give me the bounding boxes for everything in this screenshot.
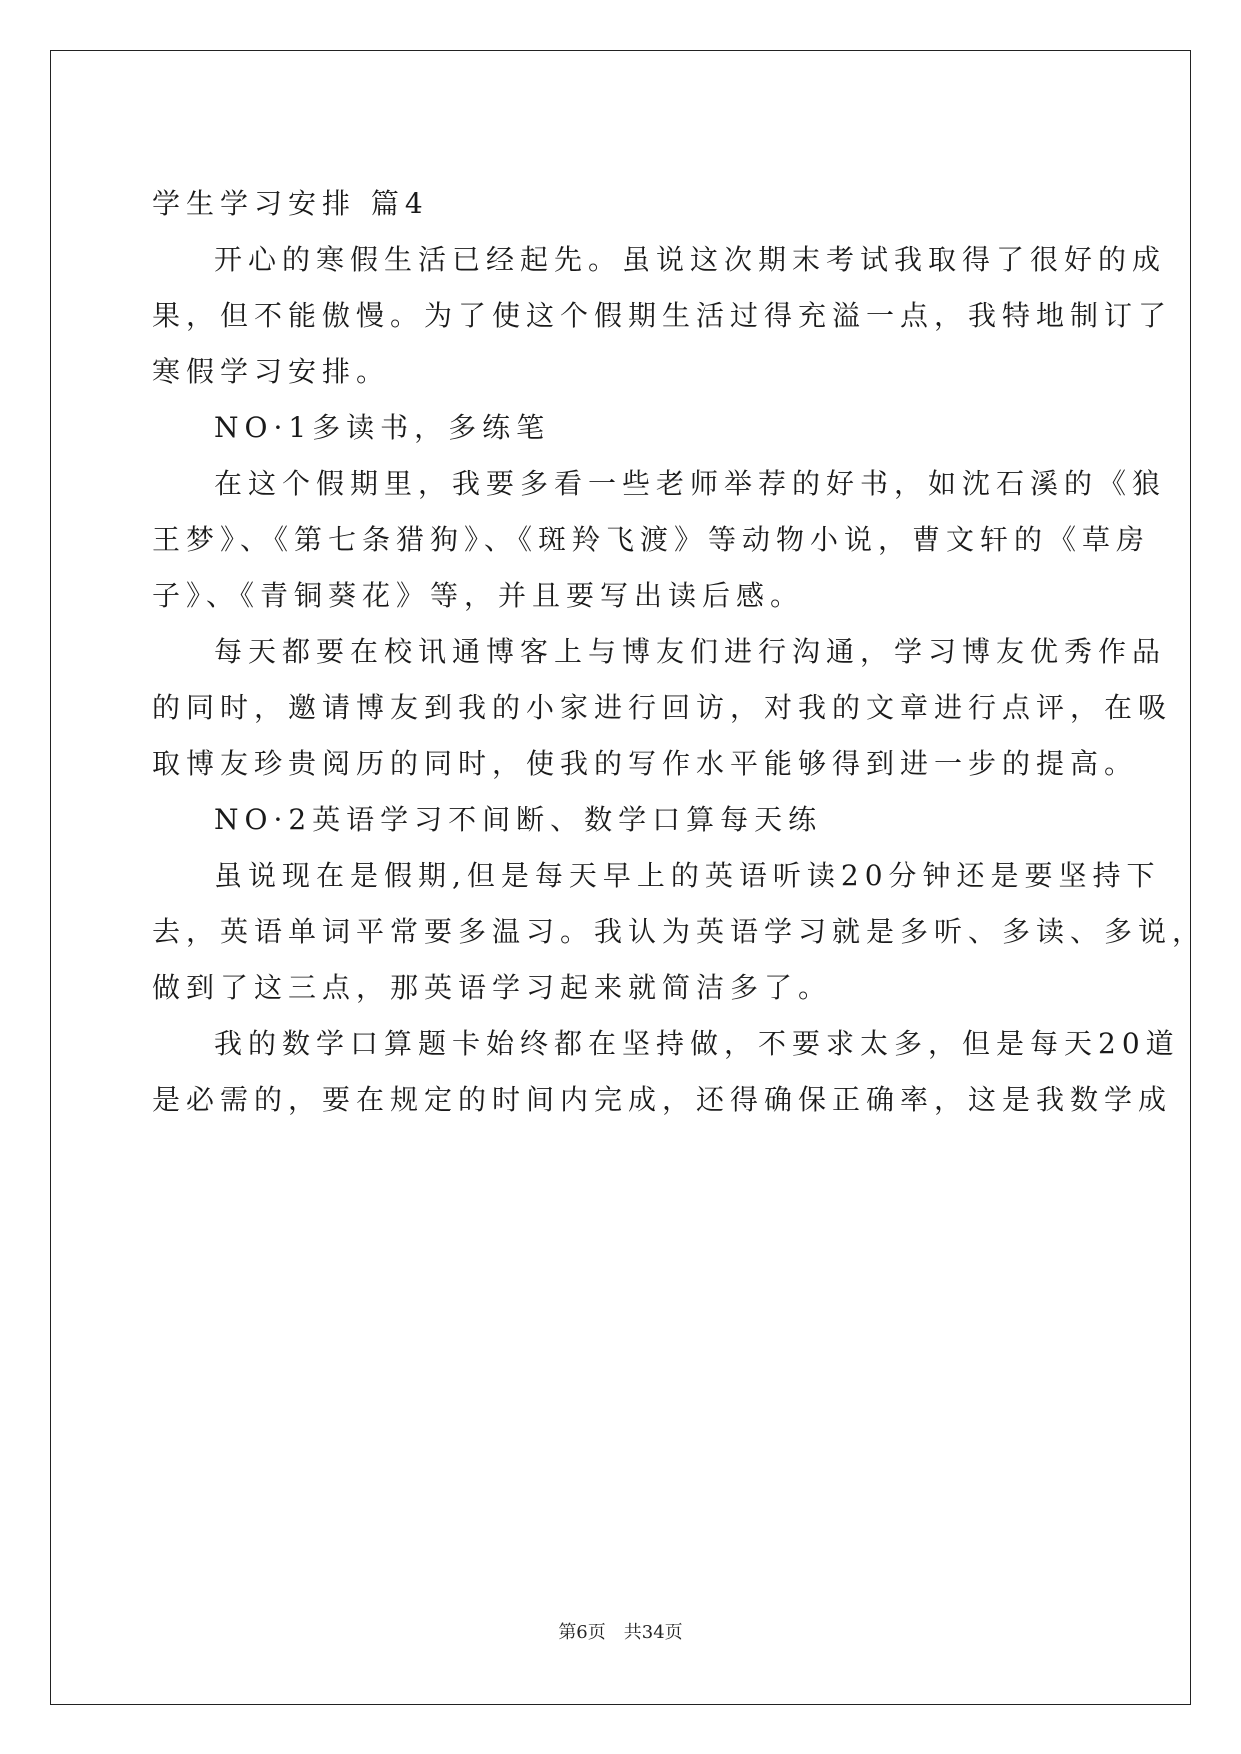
paragraph-line: 是必需的，要在规定的时间内完成，还得确保正确率，这是我数学成 <box>152 1083 1173 1116</box>
section-heading: NO·1多读书，多练笔 <box>214 411 551 444</box>
paragraph-line: 取博友珍贵阅历的同时，使我的写作水平能够得到进一步的提高。 <box>152 747 1139 780</box>
document-title: 学生学习安排 篇4 <box>152 187 429 220</box>
paragraph-line: 果，但不能傲慢。为了使这个假期生活过得充溢一点，我特地制订了 <box>152 299 1173 332</box>
paragraph-line: 去，英语单词平常要多温习。我认为英语学习就是多听、多读、多说， <box>152 915 1207 948</box>
paragraph-line: 在这个假期里，我要多看一些老师举荐的好书，如沈石溪的《狼 <box>214 467 1167 500</box>
paragraph-line: 王梦》、《第七条猎狗》、《斑羚飞渡》等动物小说，曹文轩的《草房 <box>152 523 1151 556</box>
page-number-footer: 第6页 共34页 <box>558 1622 683 1643</box>
paragraph-line: 子》、《青铜葵花》等，并且要写出读后感。 <box>152 579 805 612</box>
paragraph-line: 我的数学口算题卡始终都在坚持做，不要求太多，但是每天20道 <box>214 1027 1180 1060</box>
paragraph-line: 的同时，邀请博友到我的小家进行回访，对我的文章进行点评，在吸 <box>152 691 1173 724</box>
document-body <box>152 162 1207 1142</box>
paragraph-line: 虽说现在是假期,但是每天早上的英语听读20分钟还是要坚持下 <box>214 859 1161 892</box>
paragraph-line: 开心的寒假生活已经起先。虽说这次期末考试我取得了很好的成 <box>214 243 1167 276</box>
paragraph-line: 做到了这三点，那英语学习起来就简洁多了。 <box>152 971 833 1004</box>
paragraph-line: 每天都要在校讯通博客上与博友们进行沟通，学习博友优秀作品 <box>214 635 1167 668</box>
section-heading: NO·2英语学习不间断、数学口算每天练 <box>214 803 823 836</box>
paragraph-line: 寒假学习安排。 <box>152 355 391 388</box>
